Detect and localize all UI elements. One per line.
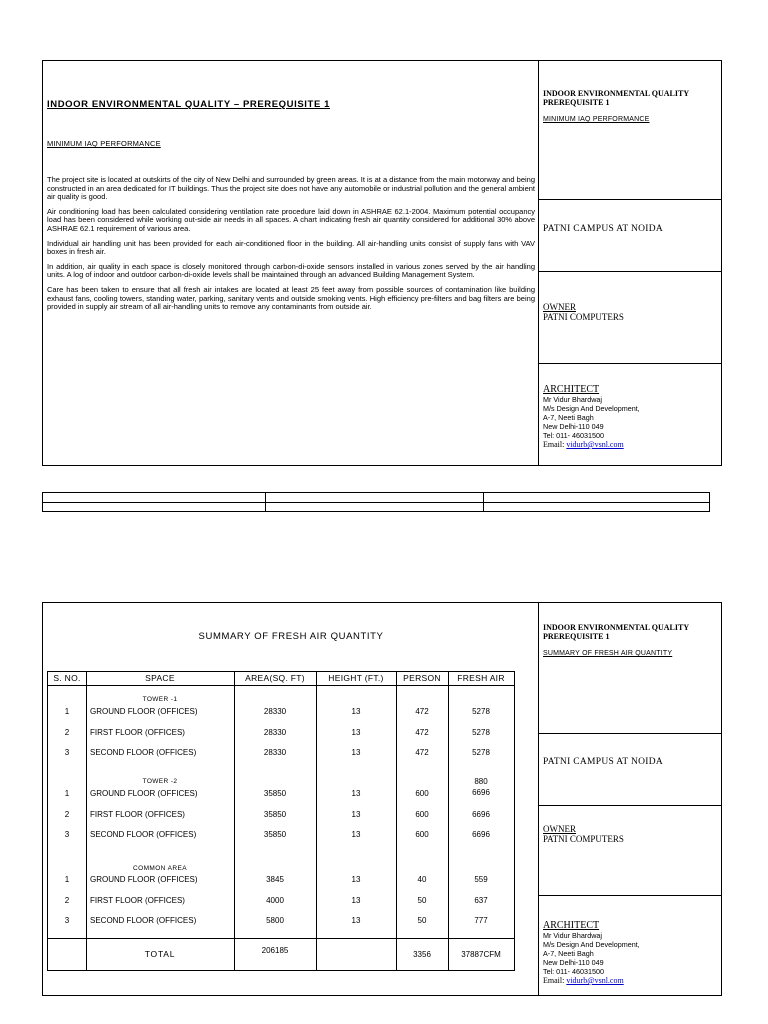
cell-space: GROUND FLOOR (OFFICES)	[90, 789, 198, 798]
architect-line: M/s Design And Development,	[543, 404, 640, 413]
title-block	[539, 61, 721, 465]
architect-line: Tel: 011- 46031500	[543, 967, 605, 976]
cell-person: 50	[417, 896, 427, 905]
email-label: Email:	[543, 976, 565, 985]
cell-area: 4000	[266, 896, 284, 905]
cell-height: 13	[351, 875, 361, 884]
cell-sno: 1	[64, 789, 70, 798]
main-panel	[43, 603, 539, 995]
document-heading: INDOOR ENVIRONMENTAL QUALITY – PREREQUISITE 1	[47, 99, 331, 110]
architect-line: New Delhi-110 049	[543, 958, 604, 967]
project-name: PATNI CAMPUS AT NOIDA	[539, 199, 721, 271]
sheet-fresh-air-summary	[42, 602, 722, 996]
column-header-fresh-air: FRESH AIR	[457, 673, 505, 683]
architect-block	[539, 363, 721, 465]
paragraph: Care has been taken to ensure that all fresh air intakes are located at least 25 feet away from possible sources of contamination like building exhaust fans, cooling towers, standing water, parking, sanitary vents and outside smoking vents. High efficiency pre-filters and bag filters are being provided in supply air stream of all air-handling units to remove any contaminants from outside air.	[47, 284, 535, 312]
cell-area: 35850	[263, 830, 287, 839]
cell-fresh-air: 5278	[472, 707, 490, 716]
architect-label: ARCHITECT	[543, 920, 600, 931]
cell-space: FIRST FLOOR (OFFICES)	[90, 896, 185, 905]
side-title-line2: PREREQUISITE 1	[543, 98, 610, 107]
cell-sno: 3	[64, 916, 70, 925]
cell-height: 13	[351, 810, 361, 819]
cell-person: 40	[417, 875, 427, 884]
paragraph: The project site is located at outskirts of the city of New Delhi and surrounded by green areas. It is at a distance from the main motorway and being constructed in an area dedicated for IT buildings. Thus the project site does not have any automobile or industrial pollution and the general ambient air quality is good.	[47, 175, 535, 202]
email-label: Email:	[543, 440, 565, 449]
cell-sno: 1	[64, 707, 70, 716]
cell-fresh-air: 6696	[472, 788, 490, 797]
architect-line: Mr Vidur Bhardwaj	[543, 931, 602, 940]
total-area: 206185	[261, 946, 289, 955]
table-rule	[483, 493, 484, 511]
document-subheading: MINIMUM IAQ PERFORMANCE	[47, 139, 161, 148]
cell-space: GROUND FLOOR (OFFICES)	[90, 707, 198, 716]
cell-fresh-air: 6696	[472, 810, 490, 819]
owner-value: PATNI COMPUTERS	[543, 834, 624, 844]
paragraph: Individual air handling unit has been provided for each air-conditioned floor in the building. All air-handling units consist of supply fans with VAV boxes in fresh air.	[47, 238, 535, 257]
cell-person: 600	[415, 830, 429, 839]
cell-sno: 3	[64, 748, 70, 757]
cell-area: 28330	[263, 707, 287, 716]
project-name: PATNI CAMPUS AT NOIDA	[539, 733, 721, 805]
cell-person: 472	[415, 707, 429, 716]
table-rule	[86, 672, 87, 970]
architect-line: New Delhi-110 049	[543, 422, 604, 431]
side-title-line1: INDOOR ENVIRONMENTAL QUALITY	[543, 623, 690, 632]
owner-value: PATNI COMPUTERS	[543, 312, 624, 322]
cell-person: 50	[417, 916, 427, 925]
side-subtitle: MINIMUM IAQ PERFORMANCE	[543, 116, 650, 123]
column-header-area: AREA(SQ. FT)	[245, 673, 305, 683]
cell-height: 13	[351, 916, 361, 925]
total-fresh-air: 37887CFM	[461, 950, 501, 959]
cell-area: 28330	[263, 748, 287, 757]
total-person: 3356	[413, 950, 431, 959]
owner-label: OWNER	[543, 302, 576, 312]
cell-fresh-air: 5278	[472, 728, 490, 737]
cell-height: 13	[351, 789, 361, 798]
cell-height: 13	[351, 728, 361, 737]
title-block-heading	[539, 61, 721, 199]
fresh-air-table	[47, 671, 515, 971]
architect-line: Tel: 011- 46031500	[543, 431, 605, 440]
cell-space: SECOND FLOOR (OFFICES)	[90, 748, 197, 757]
cell-height: 13	[351, 830, 361, 839]
table-rule	[265, 493, 266, 511]
paragraph: In addition, air quality in each space is closely monitored through carbon-di-oxide sensors installed in various zones served by the air handling units. A log of indoor and outdoor carbon-di-oxide levels shall be maintained through an advanced Building Management System.	[47, 261, 535, 280]
cell-space: SECOND FLOOR (OFFICES)	[90, 830, 197, 839]
cell-fresh-air: 5278	[472, 748, 490, 757]
cell-height: 13	[351, 707, 361, 716]
cell-sno: 2	[64, 810, 70, 819]
column-header-person: PERSON	[403, 673, 441, 683]
cell-fresh-air: 637	[474, 896, 488, 905]
cell-space: GROUND FLOOR (OFFICES)	[90, 875, 198, 884]
cell-area: 35850	[263, 810, 287, 819]
paragraph: Air conditioning load has been calculated considering ventilation rate procedure laid down in ASHRAE 62.1-2004. Maximum potential occupancy load has been considered while working out-side air needs in all spaces. A chart indicating fresh air quantity considered for additional 30% above ASHRAE 62.1 requirement of various area.	[47, 206, 535, 233]
cell-sno: 3	[64, 830, 70, 839]
owner-block	[539, 805, 721, 895]
title-block-heading	[539, 603, 721, 733]
cell-person: 472	[415, 748, 429, 757]
cell-person: 472	[415, 728, 429, 737]
table-rule	[48, 685, 514, 686]
architect-line: M/s Design And Development,	[543, 940, 640, 949]
side-subtitle: SUMMARY OF FRESH AIR QUANTITY	[543, 650, 673, 657]
cell-fresh-air: 559	[474, 875, 488, 884]
email-link[interactable]: vidurb@vsnl.com	[566, 976, 624, 985]
cell-person: 600	[415, 810, 429, 819]
sheet-iaq-prerequisite	[42, 60, 722, 466]
email-line	[543, 976, 717, 986]
architect-label: ARCHITECT	[543, 384, 600, 395]
empty-divider-table	[42, 492, 710, 512]
cell-sno: 1	[64, 875, 70, 884]
cell-area: 3845	[266, 875, 284, 884]
group-label: TOWER -2	[142, 778, 178, 785]
total-label: TOTAL	[144, 949, 176, 959]
column-header-space: SPACE	[145, 673, 175, 683]
side-title-line2: PREREQUISITE 1	[543, 632, 610, 641]
cell-height: 13	[351, 896, 361, 905]
cell-area: 28330	[263, 728, 287, 737]
summary-title: SUMMARY OF FRESH AIR QUANTITY	[198, 631, 384, 642]
title-block	[539, 603, 721, 995]
cell-height: 13	[351, 748, 361, 757]
table-rule	[43, 502, 709, 503]
architect-line: Mr Vidur Bhardwaj	[543, 395, 602, 404]
cell-sno: 2	[64, 896, 70, 905]
cell-fresh-air-extra: 880	[474, 777, 488, 786]
table-rule	[48, 938, 514, 939]
owner-label: OWNER	[543, 824, 576, 834]
cell-fresh-air: 777	[474, 916, 488, 925]
body-text	[47, 176, 535, 318]
group-label: COMMON AREA	[133, 865, 187, 872]
architect-block	[539, 895, 721, 995]
architect-line: A-7, Neeti Bagh	[543, 413, 594, 422]
group-label: TOWER -1	[142, 696, 178, 703]
email-link[interactable]: vidurb@vsnl.com	[566, 440, 624, 449]
email-line	[543, 440, 717, 450]
main-panel	[43, 61, 539, 465]
cell-area: 35850	[263, 789, 287, 798]
owner-block	[539, 271, 721, 363]
cell-space: FIRST FLOOR (OFFICES)	[90, 728, 185, 737]
cell-fresh-air: 6696	[472, 830, 490, 839]
cell-person: 600	[415, 789, 429, 798]
cell-sno: 2	[64, 728, 70, 737]
column-header-height: HEIGHT (FT.)	[328, 673, 384, 683]
architect-line: A-7, Neeti Bagh	[543, 949, 594, 958]
side-title-line1: INDOOR ENVIRONMENTAL QUALITY	[543, 89, 690, 98]
cell-area: 5800	[266, 916, 284, 925]
column-header-sno: S. NO.	[53, 673, 81, 683]
cell-space: FIRST FLOOR (OFFICES)	[90, 810, 185, 819]
cell-space: SECOND FLOOR (OFFICES)	[90, 916, 197, 925]
